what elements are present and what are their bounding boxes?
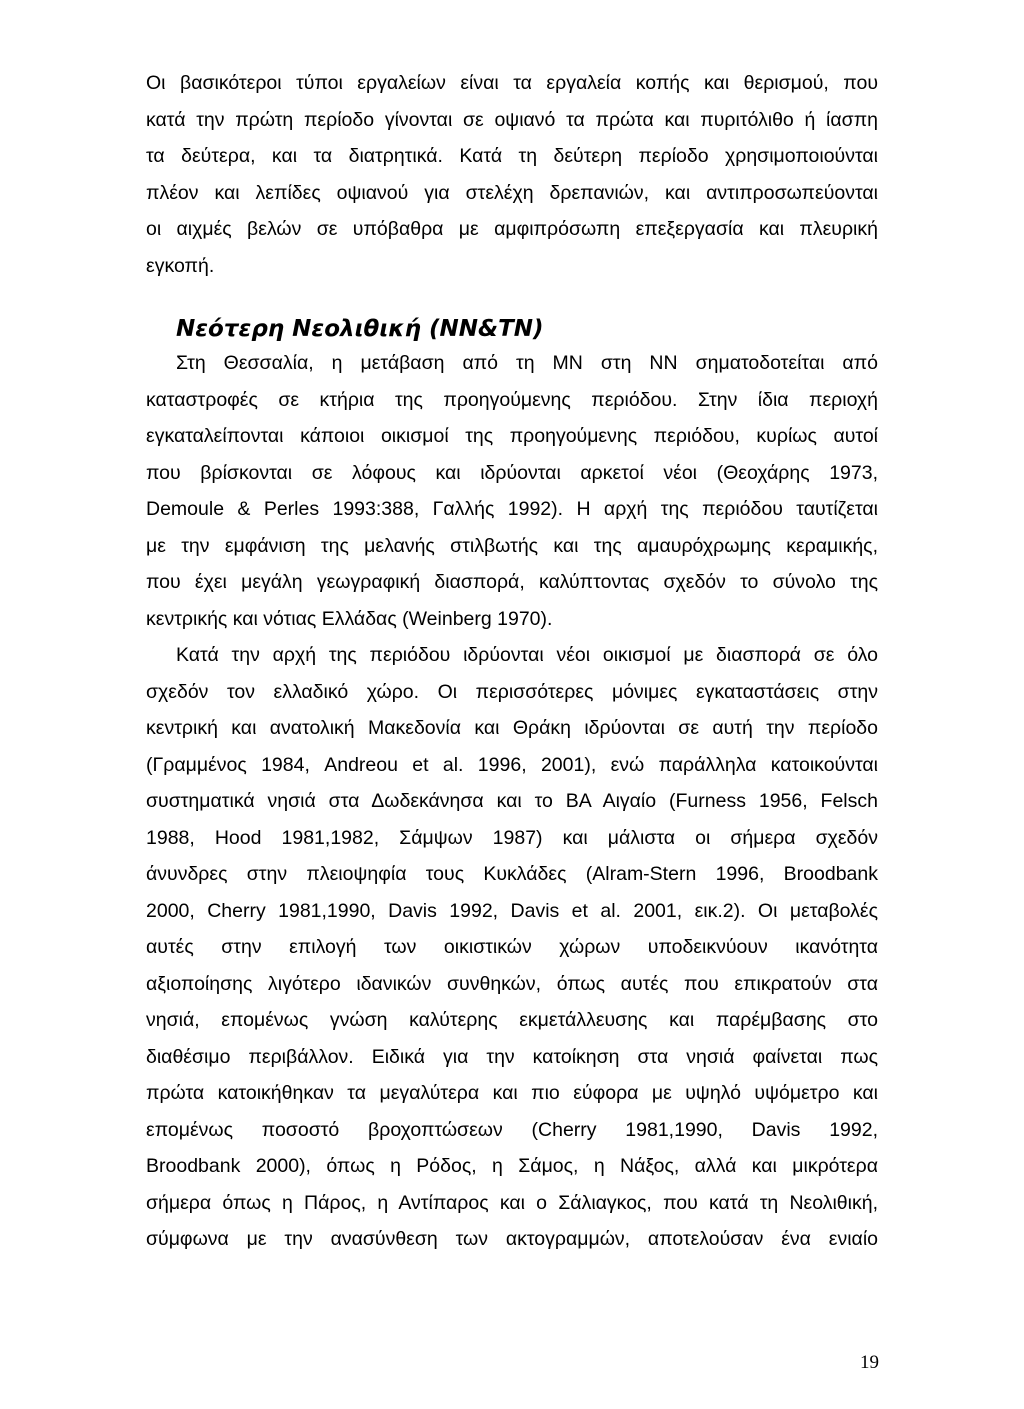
text-line: σήμερα όπως η Πάρος, η Αντίπαρος και ο Σάλιαγκος, που κατά τη Νεολιθική, [146, 1191, 878, 1214]
text-line: κεντρική και ανατολική Μακεδονία και Θράκη ιδρύονται σε αυτή την περίοδο [146, 717, 878, 739]
text-line: Οι βασικότεροι τύποι εργαλείων είναι τα εργαλεία κοπής και θερισμού, που [146, 72, 878, 94]
text-line: επομένως ποσοστό βροχοπτώσεων (Cherry 1981,1990, Davis 1992, [146, 1118, 878, 1141]
text-line: τα δεύτερα, και τα διατρητικά. Κατά τη δεύτερη περίοδο χρησιμοποιούνται [146, 145, 878, 167]
page-number: 19 [860, 1352, 879, 1373]
section-heading: Νεότερη Νεολιθική (ΝΝ&ΤΝ) [176, 316, 544, 342]
text-line: Broodbank 2000), όπως η Ρόδος, η Σάμος, η Νάξος, αλλά και μικρότερα [146, 1155, 878, 1177]
text-line: εγκοπή. [146, 254, 215, 277]
text-line: (Γραμμένος 1984, Andreou et al. 1996, 2001), ενώ παράλληλα κατοικούνται [146, 753, 878, 776]
body-paragraph [146, 345, 878, 1258]
text-line: σύμφωνα με την ανασύνθεση των ακτογραμμών, αποτελούσαν ένα ενιαίο [146, 1228, 878, 1250]
text-line: κεντρικής και νότιας Ελλάδας (Weinberg 1970). [146, 607, 553, 630]
text-line: άνυνδρες στην πλειοψηφία τους Κυκλάδες (Alram-Stern 1996, Broodbank [146, 863, 878, 885]
text-line: νησιά, επομένως γνώση καλύτερης εκμετάλλευσης και παρέμβασης στο [146, 1009, 878, 1031]
text-line: κατά την πρώτη περίοδο γίνονται σε οψιανό τα πρώτα και πυριτόλιθο ή ίασπη [146, 108, 878, 131]
intro-paragraph [146, 65, 878, 284]
text-line: Κατά την αρχή της περιόδου ιδρύονται νέοι οικισμοί με διασπορά σε όλο [176, 644, 878, 666]
text-line: που έχει μεγάλη γεωγραφική διασπορά, καλύπτοντας σχεδόν το σύνολο της [146, 571, 878, 593]
text-line: πρώτα κατοικήθηκαν τα μεγαλύτερα και πιο εύφορα με υψηλό υψόμετρο και [146, 1082, 878, 1104]
text-line: με την εμφάνιση της μελανής στιλβωτής και της αμαυρόχρωμης κεραμικής, [146, 534, 878, 557]
text-line: αξιοποίησης λιγότερο ιδανικών συνθηκών, όπως αυτές που επικρατούν στα [146, 972, 878, 995]
text-line: αυτές στην επιλογή των οικιστικών χώρων υποδεικνύουν ικανότητα [146, 936, 878, 958]
text-line: 1988, Hood 1981,1982, Σάμψων 1987) και μάλιστα οι σήμερα σχεδόν [146, 826, 878, 849]
text-line: πλέον και λεπίδες οψιανού για στελέχη δρεπανιών, και αντιπροσωπεύονται [146, 181, 878, 204]
text-line: διαθέσιμο περιβάλλον. Ειδικά για την κατοίκηση στα νησιά φαίνεται πως [146, 1045, 878, 1068]
text-line: συστηματικά νησιά στα Δωδεκάνησα και το ΒΑ Αιγαίο (Furness 1956, Felsch [146, 790, 878, 812]
text-line: Demoule & Perles 1993:388, Γαλλής 1992). Η αρχή της περιόδου ταυτίζεται [146, 498, 878, 520]
text-line: καταστροφές σε κτήρια της προηγούμενης περιόδου. Στην ίδια περιοχή [146, 388, 878, 411]
text-line: οι αιχμές βελών σε υπόβαθρα με αμφιπρόσωπη επεξεργασία και πλευρική [146, 218, 878, 240]
text-line: Στη Θεσσαλία, η μετάβαση από τη ΜΝ στη ΝΝ σηματοδοτείται από [176, 352, 878, 374]
text-line: που βρίσκονται σε λόφους και ιδρύονται αρκετοί νέοι (Θεοχάρης 1973, [146, 461, 878, 484]
text-line: σχεδόν τον ελλαδικό χώρο. Οι περισσότερες μόνιμες εγκαταστάσεις στην [146, 680, 878, 703]
text-line: εγκαταλείπονται κάποιοι οικισμοί της προηγούμενης περιόδου, κυρίως αυτοί [146, 425, 878, 447]
text-line: 2000, Cherry 1981,1990, Davis 1992, Davis et al. 2001, εικ.2). Οι μεταβολές [146, 899, 878, 922]
